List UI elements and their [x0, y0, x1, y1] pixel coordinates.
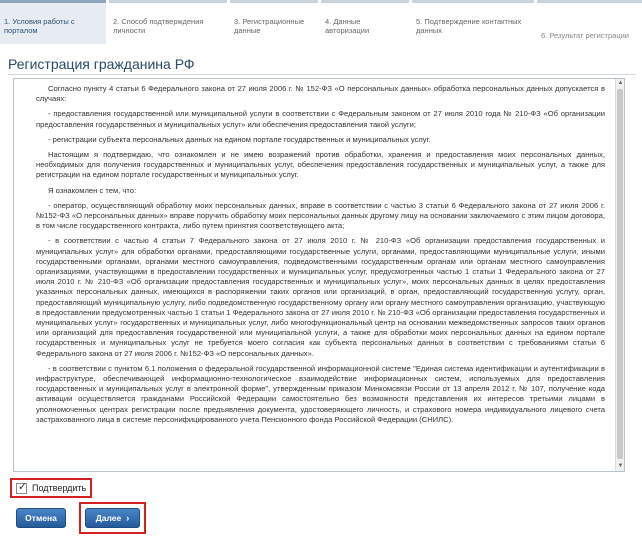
confirm-label: Подтвердить — [32, 483, 87, 493]
agreement-paragraph: - в соответствии с пунктом 6.1 положения о федеральной государственной информационной системе "Единая система идентификации и аутентификации в инфраструктуре, обеспечивающей информационно-технологическое взаимодействие информационных систем, используемых для предоставления государственных и муниципальных услуг в электронной форме", утвержденным приказом Минкомсвязи России от 13 апреля 2012 г. № 107, получение кода активации осуществляется гражданами Российской Федерации самостоятельно без возможности представления их интересов третьими лицами в уполномоченных центрах регистрации после предъявления документа, удостоверяющего личность, и страхового номера индивидуального лицевого счета застрахованного лица в системе персонифицированного учета Пенсионного фонда Российской Федерации (СНИЛС). — [36, 363, 605, 424]
scroll-thumb[interactable] — [617, 89, 623, 459]
step-label: 4. Данные авторизации — [325, 17, 370, 35]
step-label: 5. Подтверждение контактных данных — [416, 17, 522, 35]
agreement-text-box[interactable] — [13, 78, 625, 472]
step-registration-data[interactable] — [230, 0, 318, 44]
confirm-checkbox[interactable] — [16, 480, 28, 494]
step-label: 2. Способ подтверждения личности — [113, 17, 204, 35]
step-label: 6. Результат регистрации — [541, 31, 630, 40]
chevron-right-icon: › — [126, 513, 130, 523]
step-label: 3. Регистрационные данные — [234, 17, 305, 35]
agreement-paragraph: - предоставления государственной или муниципальной услуги в соответствии с Федеральным законом от 27 июля 2010 года № 210-ФЗ «Об организации предоставления государственных и муниципальных услуг» или обеспечения предоставления такой услуги; — [36, 109, 605, 129]
checkmark-icon: ✓ — [18, 480, 28, 493]
agreement-paragraph: Настоящим я подтверждаю, что ознакомлен и не имею возражений против обработки, хранения и предоставления моих персональных данных, необходимых для получения государственных и муниципальных услуг, обеспечения предоставления государственных и муниципальных услуг, а также для регистрации на едином портале государственных и муниципальных услуг. — [36, 150, 605, 180]
confirm-checkbox-row[interactable] — [10, 478, 92, 498]
agreement-paragraph: Согласно пункту 4 статьи 6 Федерального закона от 27 июля 2006 г. № 152-ФЗ «О персональных данных» обработка персональных данных допускается в случаях: — [36, 84, 605, 104]
agreement-paragraph: - регистрации субъекта персональных данных на едином портале государственных и муниципальных услуг. — [48, 134, 431, 144]
cancel-button[interactable] — [16, 508, 66, 528]
step-identity-method[interactable] — [109, 0, 227, 44]
next-button[interactable] — [85, 508, 140, 528]
cancel-button-label: Отмена — [25, 513, 57, 523]
step-label: 1. Условия работы с порталом — [4, 17, 75, 35]
step-conditions[interactable] — [0, 0, 106, 44]
agreement-paragraph: - в соответствии с частью 4 статьи 7 Федерального закона от 27 июля 2010 г. № 210-ФЗ «Об организации предоставления государственных и муниципальных услуг» для обработки органами, предоставляющими государственные услуги, органами, предоставляющими муниципальные услуги, иными государственными органами, органами местного самоуправления, подведомственными государственным органам или органам местного самоуправления организациями, участвующими в предоставлении государственных и муниципальных услуг, предусмотренных частью 1 статьи 1 Федерального закона от 27 июля 2010 г. № 210-ФЗ «Об организации предоставления государственных и муниципальных услуг», моих персональных данных в целях предоставления указанных персональных данных, имеющихся в распоряжении таких органов или организаций, в орган, предоставляющий государственную услугу, орган, предоставляющий муниципальную услугу, либо подведомственную государственному органу или органу местного самоуправления организацию, участвующую в предоставлении предусмотренных частью 1 статьи 1 Федерального закона от 27 июля 2010 г. № 210-ФЗ «Об организации предоставления государственных и муниципальных услуг» государственных и муниципальных услуг, либо многофункциональный центр на основании межведомственных запросов таких органов или организаций для предоставления государственной или муниципальной услуги, а также для обработки моих персональных данных на едином портале государственных и муниципальных услуг не требуется моего согласия как субъекта персональных данных в соответствии с требованиями статьи 6 Федерального закона от 27 июля 2006 г. №152-ФЗ «О персональных данных». — [36, 236, 605, 358]
agreement-paragraph: - оператор, осуществляющий обработку моих персональных данных, вправе в соответствии с частью 3 статьи 6 Федерального закона от 27 июля 2006 г. №152-ФЗ «О персональных данных» вправе поручить обработку моих персональных данных другому лицу на основании заключаемого с этим лицом договора, в том числе государственного контракта, либо путем принятия соответствующего акта; — [36, 200, 605, 231]
scroll-down-arrow-icon[interactable]: ▼ — [617, 463, 624, 469]
step-contact-confirmation[interactable] — [412, 0, 534, 44]
title-divider — [8, 74, 636, 75]
agreement-content — [14, 79, 615, 471]
page-title: Регистрация гражданина РФ — [8, 56, 195, 72]
agreement-scrollbar[interactable] — [615, 79, 624, 471]
step-auth-data[interactable] — [321, 0, 409, 44]
agreement-paragraph: Я ознакомлен с тем, что: — [48, 185, 137, 195]
wizard-steps — [0, 0, 642, 44]
scroll-up-arrow-icon[interactable]: ▲ — [617, 80, 624, 86]
next-button-label: Далее — [95, 513, 122, 523]
step-result[interactable] — [537, 0, 642, 44]
